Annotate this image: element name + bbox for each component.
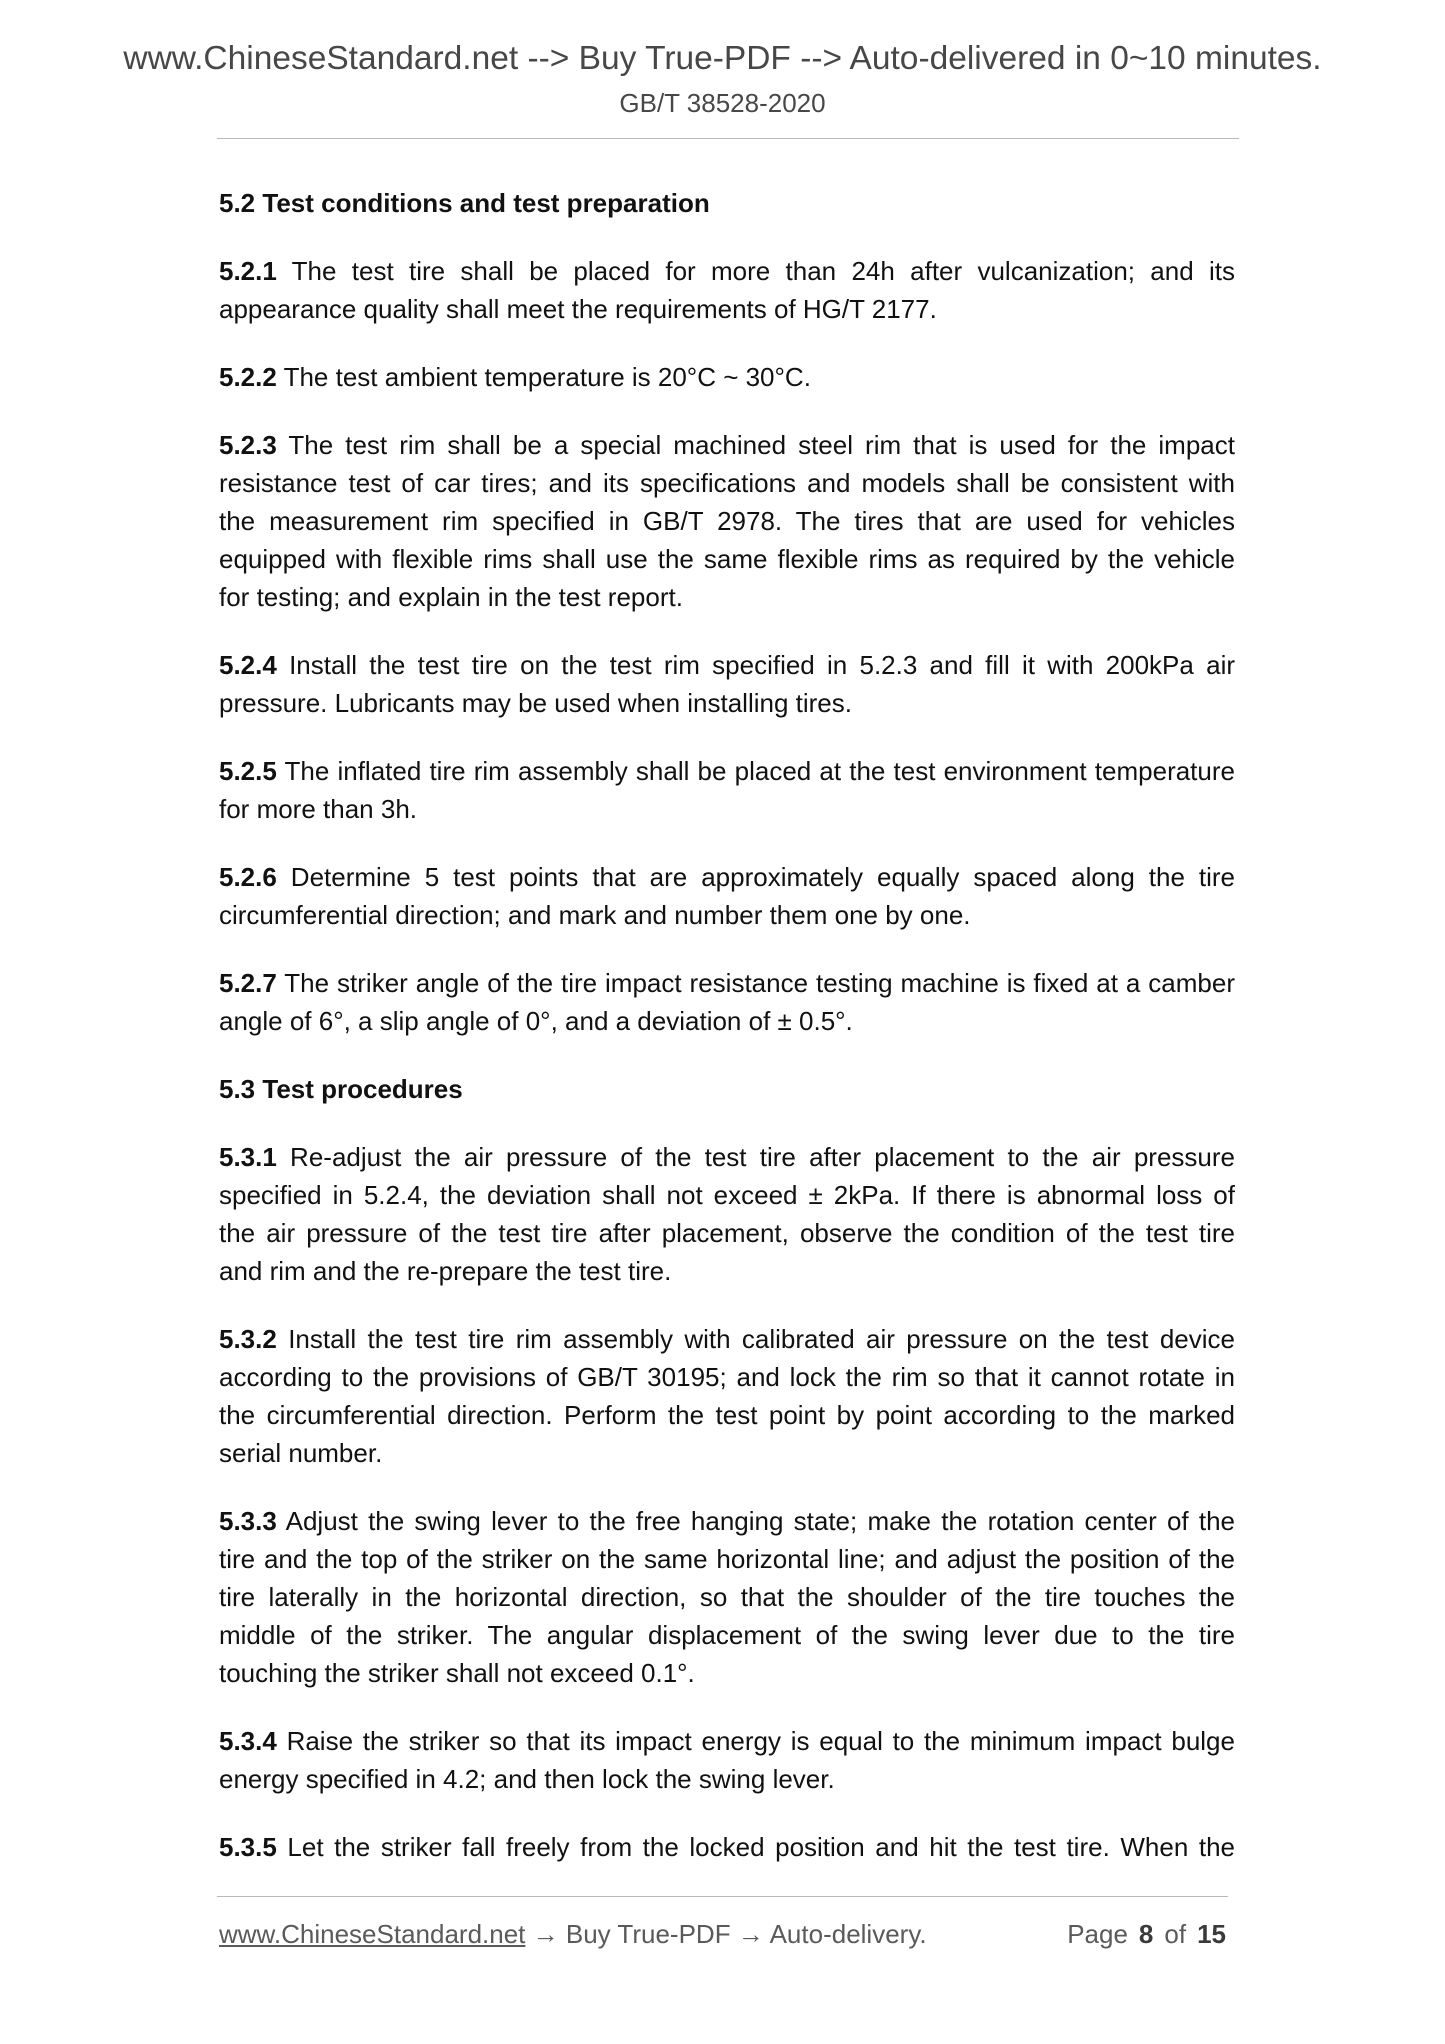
clause-line [219,252,1235,290]
section-heading: 5.2 Test conditions and test preparation [219,188,710,218]
site-banner: www.ChineseStandard.net --> Buy True-PDF --> Auto-delivered in 0~10 minutes. [123,40,1322,77]
page-current: 8 [1138,1919,1154,1949]
clause-text: The test ambient temperature is 20°C ~ 30°C. [283,362,811,392]
clause-line [219,1214,1235,1252]
clause-text: Install the test tire rim assembly with calibrated air pressure on the test device [288,1324,1235,1354]
clause-line [219,1502,1235,1540]
footer-promo [219,1919,927,1949]
clause-5-3-3 [219,1502,1235,1692]
clause-text: resistance test of car tires; and its specifications and models shall be consistent with [219,468,1235,498]
clause-line [219,1654,1235,1692]
clause-line [219,790,1235,828]
clause-line [219,578,1235,616]
clause-line [219,1828,1235,1866]
clause-line [219,1760,1235,1798]
clause-text: The striker angle of the tire impact resistance testing machine is fixed at a camber [284,968,1235,998]
clause-text: tire laterally in the horizontal direction, so that the shoulder of the tire touches the [219,1582,1235,1612]
section-heading: 5.3 Test procedures [219,1074,463,1104]
clause-text: equipped with flexible rims shall use the same flexible rims as required by the vehicle [219,544,1235,574]
clause-line [219,1252,1235,1290]
clause-text: Adjust the swing lever to the free hanging state; make the rotation center of the [285,1506,1235,1536]
clause-line [219,1722,1235,1760]
clause-5-3-2 [219,1320,1235,1472]
clause-line [219,1616,1235,1654]
clause-5-2-5 [219,752,1235,828]
clause-line [219,290,1235,328]
clause-line [219,502,1235,540]
clause-text: and rim and the re-prepare the test tire. [219,1256,672,1286]
clause-text: the measurement rim specified in GB/T 2978. The tires that are used for vehicles [219,506,1235,536]
clause-text: for testing; and explain in the test report. [219,582,683,612]
clause-text: the circumferential direction. Perform the test point by point according to the marked [219,1400,1235,1430]
clause-number: 5.2.6 [219,862,277,892]
standard-code: GB/T 38528-2020 [619,88,826,118]
clause-line [219,358,1235,396]
clause-line [219,1320,1235,1358]
clause-5-2-6 [219,858,1235,934]
clause-5-3-4 [219,1722,1235,1798]
clause-line [219,1358,1235,1396]
clause-text: Determine 5 test points that are approximately equally spaced along the tire [290,862,1235,892]
clause-text: The test rim shall be a special machined steel rim that is used for the impact [288,430,1235,460]
clause-text: serial number. [219,1438,383,1468]
clause-line [219,464,1235,502]
clause-line [219,1176,1235,1214]
clause-text: Re-adjust the air pressure of the test tire after placement to the air pressure [290,1142,1235,1172]
clause-5-2-1 [219,252,1235,328]
clause-text: touching the striker shall not exceed 0.1°. [219,1658,695,1688]
clause-number: 5.3.1 [219,1142,277,1172]
page-indicator [1067,1919,1226,1949]
clause-text: angle of 6°, a slip angle of 0°, and a deviation of ± 0.5°. [219,1006,853,1036]
clause-line [219,1002,1235,1040]
clause-text: circumferential direction; and mark and number them one by one. [219,900,971,930]
clause-text: specified in 5.2.4, the deviation shall not exceed ± 2kPa. If there is abnormal loss of [219,1180,1235,1210]
clause-text: for more than 3h. [219,794,417,824]
clause-text: appearance quality shall meet the requirements of HG/T 2177. [219,294,937,324]
clause-5-2-2 [219,358,1235,396]
clause-line [219,858,1235,896]
page-of-label: of [1164,1919,1187,1949]
clause-line [219,752,1235,790]
clause-text: Let the striker fall freely from the locked position and hit the test tire. When the [287,1832,1235,1862]
clause-text: the air pressure of the test tire after placement, observe the condition of the test tire [219,1218,1235,1248]
clause-line [219,896,1235,934]
clause-line [219,684,1235,722]
clause-text: according to the provisions of GB/T 30195; and lock the rim so that it cannot rotate in [219,1362,1235,1392]
clause-5-3-1 [219,1138,1235,1290]
clause-5-2-7 [219,964,1235,1040]
clause-number: 5.3.3 [219,1506,277,1536]
clause-line [219,964,1235,1002]
clause-number: 5.2.5 [219,756,277,786]
footer-tagline: → Buy True-PDF → Auto-delivery. [532,1919,927,1949]
clause-number: 5.2.3 [219,430,277,460]
clause-number: 5.3.2 [219,1324,277,1354]
clause-5-3-5 [219,1828,1235,1866]
document-body [219,184,1235,1896]
clause-text: The inflated tire rim assembly shall be placed at the test environment temperature [284,756,1235,786]
clause-line [219,1138,1235,1176]
clause-text: Raise the striker so that its impact energy is equal to the minimum impact bulge [286,1726,1235,1756]
clause-line [219,426,1235,464]
clause-line [219,1396,1235,1434]
clause-5-2-4 [219,646,1235,722]
clause-line [219,1434,1235,1472]
clause-text: energy specified in 4.2; and then lock the swing lever. [219,1764,835,1794]
clause-text: The test tire shall be placed for more than 24h after vulcanization; and its [291,256,1235,286]
clause-number: 5.2.4 [219,650,277,680]
clause-text: pressure. Lubricants may be used when installing tires. [219,688,852,718]
footer-rule [217,1896,1228,1897]
clause-line [219,1578,1235,1616]
page-total: 15 [1197,1919,1226,1949]
footer-site-link[interactable]: www.ChineseStandard.net [219,1919,526,1949]
clause-line [219,1540,1235,1578]
clause-number: 5.2.7 [219,968,277,998]
page-label: Page [1067,1919,1128,1949]
clause-line [219,540,1235,578]
clause-5-2-3 [219,426,1235,616]
clause-text: Install the test tire on the test rim specified in 5.2.3 and fill it with 200kPa air [289,650,1235,680]
clause-number: 5.3.4 [219,1726,277,1756]
clause-number: 5.3.5 [219,1832,277,1862]
header-rule [217,138,1239,139]
clause-number: 5.2.1 [219,256,277,286]
clause-text: tire and the top of the striker on the same horizontal line; and adjust the position of the [219,1544,1235,1574]
clause-text: middle of the striker. The angular displacement of the swing lever due to the tire [219,1620,1235,1650]
clause-number: 5.2.2 [219,362,277,392]
clause-line [219,646,1235,684]
